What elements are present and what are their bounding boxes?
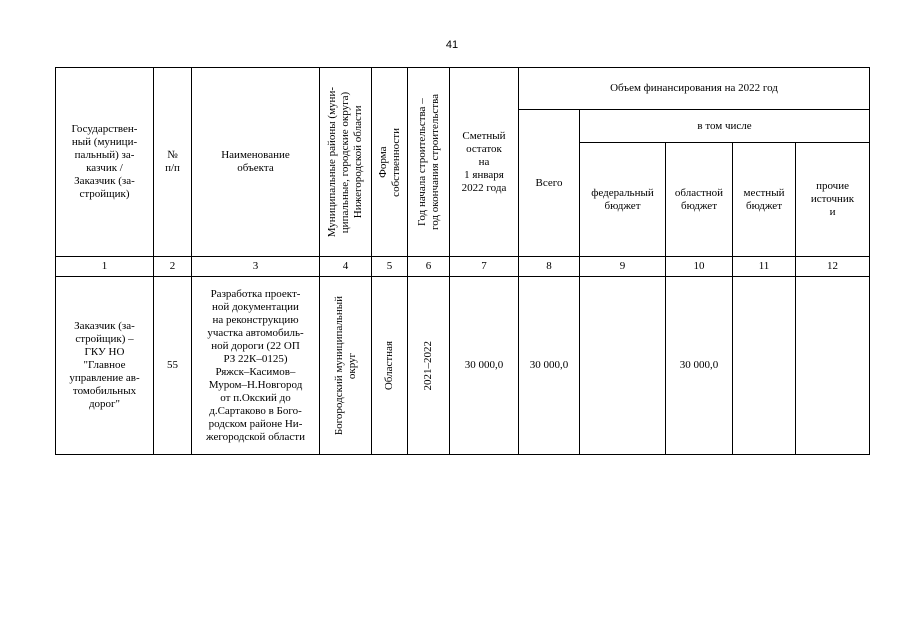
column-number: 8 [519, 257, 580, 277]
column-number: 11 [733, 257, 796, 277]
header-ownership-text: Форма собственности [376, 127, 402, 197]
cell-number: 55 [154, 277, 192, 455]
cell-district-text: Богородский муниципальный округ [332, 295, 358, 436]
cell-total: 30 000,0 [519, 277, 580, 455]
cell-regional: 30 000,0 [666, 277, 733, 455]
page-number: 41 [445, 39, 459, 51]
cell-object-name: Разработка проект- ной документации на реконструкцию участка автомобиль- ной дороги (22 ОП РЗ 22К–0125) Ряжск–Касимов– Муром–Н.Новгород от п.Окский до д.Сартаково в Бого- родском районе Ни- жегородской области [192, 277, 320, 455]
cell-ownership-text: Областная [383, 340, 395, 391]
header-local: местный бюджет [733, 143, 796, 257]
cell-years-text: 2021–2022 [422, 340, 434, 391]
header-districts-text: Муниципальные районы (муни- ципальные, городские округа) Нижегородской области [326, 86, 364, 238]
cell-local [733, 277, 796, 455]
financing-table [55, 67, 870, 455]
header-total: Всего [519, 110, 580, 257]
header-ownership [372, 68, 408, 257]
header-districts [320, 68, 372, 257]
header-regional: областной бюджет [666, 143, 733, 257]
column-number: 10 [666, 257, 733, 277]
cell-ownership [372, 277, 408, 455]
column-number: 2 [154, 257, 192, 277]
header-number: № п/п [154, 68, 192, 257]
table-row [56, 277, 870, 455]
column-number: 5 [372, 257, 408, 277]
cell-customer: Заказчик (за- стройщик) – ГКУ НО "Главное управление ав- томобильных дорог" [56, 277, 154, 455]
header-including: в том числе [580, 110, 870, 143]
header-years [408, 68, 450, 257]
cell-estimate-balance: 30 000,0 [450, 277, 519, 455]
column-number: 6 [408, 257, 450, 277]
header-object-name: Наименование объекта [192, 68, 320, 257]
header-funding-volume: Объем финансирования на 2022 год [519, 68, 870, 110]
column-number: 3 [192, 257, 320, 277]
column-number: 4 [320, 257, 372, 277]
header-years-text: Год начала строительства – год окончания строительства [415, 94, 441, 230]
header-other: прочие источник и [796, 143, 870, 257]
header-row-1 [56, 68, 870, 110]
column-number-row [56, 257, 870, 277]
column-number: 9 [580, 257, 666, 277]
cell-other [796, 277, 870, 455]
header-customer: Государствен- ный (муници- пальный) за- казчик / Заказчик (за- стройщик) [56, 68, 154, 257]
column-number: 1 [56, 257, 154, 277]
cell-years [408, 277, 450, 455]
header-federal: федеральный бюджет [580, 143, 666, 257]
column-number: 7 [450, 257, 519, 277]
column-number: 12 [796, 257, 870, 277]
cell-federal [580, 277, 666, 455]
header-estimate-balance: Сметный остаток на 1 января 2022 года [450, 68, 519, 257]
cell-district [320, 277, 372, 455]
